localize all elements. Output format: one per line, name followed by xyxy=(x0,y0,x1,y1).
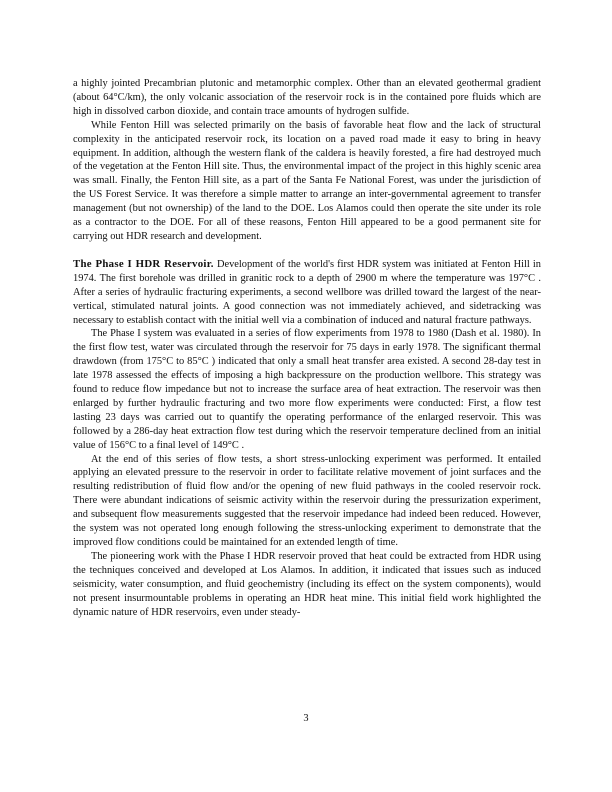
paragraph-2: While Fenton Hill was selected primarily on the basis of favorable heat flow and the lack of structural complexity in the anticipated reservoir rock, its location on a paved road made it easy to bring in heavy equipment. In addition, although the western flank of the caldera is heavily forested, a fire had destroyed much of the vegetation at the Fenton Hill site. Thus, the environmental impact of the project in this highly scenic area was small. Finally, the Fenton Hill site, as a part of the Santa Fe National Forest, was under the jurisdiction of the US Forest Service. It was therefore a simple matter to arrange an inter-governmental agreement to transfer management (but not ownership) of the land to the DOE. Los Alamos could then operate the site under its role as a contractor to the DOE. For all of these reasons, Fenton Hill appeared to be a good permanent site for carrying out HDR research and development. xyxy=(73,119,541,242)
paragraph-1: a highly jointed Precambrian plutonic and metamorphic complex. Other than an elevated geothermal gradient (about 64°C/km), the only volcanic association of the reservoir rock is in the contained pore fluids which are high in dissolved carbon dioxide, and contain trace amounts of hydrogen sulfide. xyxy=(73,78,541,117)
section-title: The Phase I HDR Reservoir. xyxy=(73,257,214,270)
paragraph-5: At the end of this series of flow tests, a short stress-unlocking experiment was performed. It entailed applying an elevated pressure to the reservoir in order to facilitate relative movement of joint surfaces and the resulting redistribution of fluid flow and/or the opening of new fluid pathways in the cooled reservoir rock. There were abundant indications of seismic activity within the reservoir during the pressurization experiment, and subsequent flow measurements suggested that the reservoir impedance had indeed been reduced. However, the system was not operated long enough following the stress-unlocking experiment to demonstrate that the improved flow conditions could be maintained for an extended length of time. xyxy=(73,453,541,548)
paragraph-3 xyxy=(73,258,541,328)
page-number: 3 xyxy=(303,713,309,724)
page-body xyxy=(73,77,541,619)
paragraph-6: The pioneering work with the Phase I HDR reservoir proved that heat could be extracted from HDR using the techniques conceived and developed at Los Alamos. In addition, it indicated that issues such as induced seismicity, water consumption, and fluid geochemistry (including its effect on the system components), would not present insurmountable problems in operating an HDR heat mine. This initial field work highlighted the dynamic nature of HDR reservoirs, even under steady- xyxy=(73,550,541,618)
paragraph-3-body: Development of the world's first HDR system was initiated at Fenton Hill in 1974. The first borehole was drilled in granitic rock to a depth of 2900 m where the temperature was 197°C . After a series of hydraulic fracturing experiments, a second wellbore was drilled toward the largest of the near-vertical, stimulated natural joints. A good connection was not immediately achieved, and sidetracking was necessary to establish contact with the initial well via a combination of induced and natural fracture pathways. xyxy=(73,258,541,326)
section-gap xyxy=(73,244,541,258)
paragraph-4: The Phase I system was evaluated in a series of flow experiments from 1978 to 1980 (Dash et al. 1980). In the first flow test, water was circulated through the reservoir for 75 days in early 1978. The significant thermal drawdown (from 175°C to 85°C ) indicated that only a small heat transfer area existed. A second 28-day test in late 1978 assessed the effects of imposing a high backpressure on the production wellbore. This strategy was found to reduce flow impedance but not to increase the surface area of heat extraction. The reservoir was then enlarged by further hydraulic fracturing and two more flow experiments were conducted: First, a flow test lasting 23 days was carried out to quantify the operating performance of the enlarged reservoir. This was followed by a 286-day heat extraction flow test during which the reservoir temperature declined from an initial value of 156°C to a final level of 149°C . xyxy=(73,328,541,451)
